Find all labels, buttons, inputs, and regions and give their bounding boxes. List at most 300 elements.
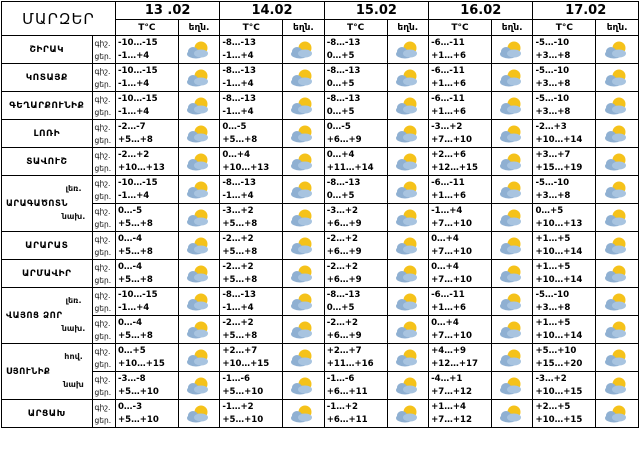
- partly-cloudy-icon: [283, 264, 324, 284]
- day-temperature: +12…+17: [431, 358, 478, 369]
- temperature-header: T°C: [324, 20, 387, 36]
- day-temperature: -1…+4: [117, 190, 150, 201]
- weather-cell: [596, 64, 639, 92]
- partly-cloudy-icon: [492, 208, 533, 228]
- night-temperature: -5…-10: [535, 37, 570, 48]
- temperature-cell: [533, 344, 596, 372]
- night-temperature: -2…+2: [222, 233, 254, 244]
- day-temperature: +6…+11: [326, 414, 368, 425]
- weather-cell: [596, 176, 639, 204]
- temperature-cell: [533, 232, 596, 260]
- weather-cell: [283, 288, 325, 316]
- night-temperature: 0…-5: [222, 121, 247, 132]
- night-temperature: +1…+4: [431, 401, 467, 412]
- temperature-cell: [115, 344, 178, 372]
- night-temperature: -10…-15: [117, 177, 158, 188]
- day-temperature: +10…+13: [222, 162, 270, 173]
- night-temperature: -4…+1: [431, 373, 463, 384]
- temperature-header: T°C: [220, 20, 283, 36]
- partly-cloudy-icon: [492, 124, 533, 144]
- day-label: ցեր.: [94, 191, 112, 201]
- night-temperature: 0…+4: [431, 261, 459, 272]
- time-of-day-labels: [92, 64, 115, 92]
- partly-cloudy-icon: [492, 404, 533, 424]
- temperature-cell: [533, 316, 596, 344]
- partly-cloudy-icon: [492, 348, 533, 368]
- day-temperature: -1…+4: [117, 78, 150, 89]
- partly-cloudy-icon: [388, 404, 429, 424]
- day-label: ցեր.: [94, 135, 112, 145]
- night-temperature: 0…-4: [117, 317, 143, 328]
- night-label: գիշ.: [94, 262, 111, 272]
- night-label: գիշ.: [94, 374, 111, 384]
- partly-cloudy-icon: [492, 96, 533, 116]
- temperature-cell: [220, 120, 283, 148]
- weather-cell: [387, 260, 429, 288]
- table-row: [2, 344, 639, 372]
- night-temperature: 0…+5: [535, 205, 564, 216]
- weather-header: եղն.: [178, 20, 220, 36]
- day-temperature: -1…+4: [222, 50, 254, 61]
- partly-cloudy-icon: [179, 152, 220, 172]
- temperature-cell: [115, 400, 178, 428]
- weather-header: եղն.: [596, 20, 639, 36]
- partly-cloudy-icon: [179, 96, 220, 116]
- day-temperature: +5…+8: [117, 246, 153, 257]
- partly-cloudy-icon: [596, 152, 638, 172]
- day-temperature: +7…+10: [431, 218, 473, 229]
- day-temperature: +1…+6: [431, 50, 467, 61]
- weather-cell: [387, 288, 429, 316]
- weather-cell: [283, 260, 325, 288]
- temperature-cell: [115, 36, 178, 64]
- day-temperature: +6…+9: [326, 330, 362, 341]
- night-temperature: 0…+4: [431, 317, 459, 328]
- partly-cloudy-icon: [388, 348, 429, 368]
- temperature-cell: [220, 92, 283, 120]
- temperature-header: T°C: [115, 20, 178, 36]
- day-temperature: +1…+6: [431, 302, 467, 313]
- time-of-day-labels: [65, 288, 115, 316]
- temperature-cell: [533, 64, 596, 92]
- weather-cell: [387, 344, 429, 372]
- night-temperature: -1…+2: [222, 401, 254, 412]
- partly-cloudy-icon: [179, 376, 220, 396]
- day-temperature: +1…+6: [431, 106, 467, 117]
- day-temperature: +3…+8: [535, 78, 571, 89]
- weather-cell: [491, 344, 533, 372]
- partly-cloudy-icon: [492, 236, 533, 256]
- temperature-cell: [220, 36, 283, 64]
- day-temperature: +15…+20: [535, 358, 583, 369]
- temperature-cell: [220, 148, 283, 176]
- day-temperature: +5…+8: [222, 134, 258, 145]
- partly-cloudy-icon: [596, 124, 638, 144]
- temperature-cell: [324, 176, 387, 204]
- temperature-cell: [115, 260, 178, 288]
- day-temperature: +15…+19: [535, 162, 583, 173]
- weather-cell: [491, 120, 533, 148]
- weather-cell: [491, 400, 533, 428]
- weather-cell: [596, 204, 639, 232]
- partly-cloudy-icon: [596, 404, 638, 424]
- day-temperature: 0…+5: [326, 302, 355, 313]
- partly-cloudy-icon: [388, 152, 429, 172]
- weather-cell: [596, 288, 639, 316]
- temperature-cell: [220, 232, 283, 260]
- time-of-day-labels: [63, 372, 115, 400]
- temperature-header: T°C: [533, 20, 596, 36]
- night-temperature: -10…-15: [117, 289, 158, 300]
- day-temperature: +10…+14: [535, 274, 583, 285]
- weather-cell: [178, 120, 220, 148]
- weather-cell: [596, 120, 639, 148]
- night-label: գիշ.: [94, 402, 111, 412]
- night-temperature: -6…-11: [431, 65, 465, 76]
- weather-cell: [596, 316, 639, 344]
- day-temperature: +7…+10: [431, 134, 473, 145]
- partly-cloudy-icon: [283, 404, 324, 424]
- day-temperature: +10…+15: [535, 386, 583, 397]
- weather-cell: [387, 316, 429, 344]
- temperature-cell: [115, 316, 178, 344]
- temperature-cell: [220, 288, 283, 316]
- weather-cell: [178, 260, 220, 288]
- night-temperature: 0…-5: [326, 121, 351, 132]
- night-temperature: +3…+7: [535, 149, 571, 160]
- day-temperature: +10…+15: [117, 358, 165, 369]
- partly-cloudy-icon: [388, 124, 429, 144]
- temperature-cell: [324, 400, 387, 428]
- night-temperature: 0…+4: [326, 149, 355, 160]
- subregion-label: լեռ.: [65, 296, 82, 305]
- day-temperature: +5…+8: [117, 274, 153, 285]
- day-label: ցեր.: [94, 247, 112, 257]
- temperature-cell: [533, 372, 596, 400]
- table-row: [2, 372, 639, 400]
- weather-cell: [178, 288, 220, 316]
- day-temperature: +5…+8: [117, 330, 153, 341]
- partly-cloudy-icon: [283, 180, 324, 200]
- weather-cell: [283, 64, 325, 92]
- weather-cell: [178, 148, 220, 176]
- day-temperature: +3…+8: [535, 190, 571, 201]
- temperature-cell: [324, 260, 387, 288]
- day-temperature: +1…+6: [431, 190, 467, 201]
- day-temperature: +7…+10: [431, 330, 473, 341]
- night-temperature: +5…+10: [535, 345, 577, 356]
- partly-cloudy-icon: [283, 348, 324, 368]
- region-name: ԱՐՄԱՎԻՐ: [2, 260, 93, 288]
- temperature-cell: [115, 232, 178, 260]
- temperature-cell: [533, 148, 596, 176]
- table-row: [2, 120, 639, 148]
- subregion-label: լեռ.: [65, 184, 82, 193]
- time-of-day-labels: [64, 344, 115, 372]
- night-temperature: +2…+5: [535, 401, 571, 412]
- region-name: ՎԱՅՈՑ ՁՈՐ: [2, 288, 93, 344]
- partly-cloudy-icon: [596, 96, 638, 116]
- partly-cloudy-icon: [596, 264, 638, 284]
- date-header: 17.02: [533, 2, 639, 20]
- day-temperature: +3…+8: [535, 106, 571, 117]
- day-temperature: +6…+9: [326, 134, 362, 145]
- day-label: ցեր.: [94, 79, 112, 89]
- night-temperature: -2…+2: [222, 261, 254, 272]
- partly-cloudy-icon: [492, 292, 533, 312]
- day-label: ցեր.: [94, 107, 112, 117]
- weather-cell: [596, 36, 639, 64]
- weather-cell: [491, 204, 533, 232]
- partly-cloudy-icon: [283, 236, 324, 256]
- weather-cell: [387, 400, 429, 428]
- temperature-cell: [429, 260, 492, 288]
- day-label: ցեր.: [94, 415, 112, 425]
- column-header-regions: ՄԱՐԶԵՐ: [2, 2, 116, 36]
- temperature-cell: [220, 316, 283, 344]
- partly-cloudy-icon: [492, 264, 533, 284]
- day-temperature: +5…+8: [222, 246, 258, 257]
- night-temperature: +2…+6: [431, 149, 467, 160]
- weather-header: եղն.: [491, 20, 533, 36]
- partly-cloudy-icon: [492, 376, 533, 396]
- night-label: գիշ.: [94, 346, 111, 356]
- temperature-cell: [115, 148, 178, 176]
- night-temperature: 0…-3: [117, 401, 143, 412]
- partly-cloudy-icon: [179, 292, 220, 312]
- date-header: 14.02: [220, 2, 324, 20]
- subregion-label: նախ: [63, 380, 84, 389]
- day-temperature: +5…+10: [222, 414, 264, 425]
- day-temperature: +6…+9: [326, 246, 362, 257]
- partly-cloudy-icon: [388, 208, 429, 228]
- partly-cloudy-icon: [283, 320, 324, 340]
- date-header: 16.02: [429, 2, 533, 20]
- region-name: ԳԵՂԱՐՔՈՒՆԻՔ: [2, 92, 93, 120]
- weather-cell: [178, 372, 220, 400]
- weather-cell: [387, 36, 429, 64]
- night-temperature: -6…-11: [431, 37, 465, 48]
- weather-cell: [178, 400, 220, 428]
- day-temperature: -1…+4: [222, 106, 254, 117]
- time-of-day-labels: [65, 176, 115, 204]
- night-temperature: -5…-10: [535, 289, 570, 300]
- weather-cell: [596, 92, 639, 120]
- night-label: գիշ.: [94, 150, 111, 160]
- partly-cloudy-icon: [179, 404, 220, 424]
- temperature-cell: [533, 176, 596, 204]
- partly-cloudy-icon: [388, 96, 429, 116]
- table-row: [2, 64, 639, 92]
- night-temperature: -6…-11: [431, 289, 465, 300]
- day-temperature: +5…+8: [117, 218, 153, 229]
- temperature-cell: [533, 204, 596, 232]
- night-temperature: -1…-6: [326, 373, 355, 384]
- weather-cell: [387, 92, 429, 120]
- partly-cloudy-icon: [179, 236, 220, 256]
- weather-cell: [387, 204, 429, 232]
- time-of-day-labels: [92, 36, 115, 64]
- partly-cloudy-icon: [179, 208, 220, 228]
- night-temperature: -2…+2: [326, 261, 359, 272]
- weather-cell: [491, 36, 533, 64]
- day-temperature: +5…+8: [222, 274, 258, 285]
- weather-cell: [178, 232, 220, 260]
- night-temperature: -1…+4: [431, 205, 463, 216]
- night-temperature: -5…-10: [535, 177, 570, 188]
- night-temperature: -8…-13: [222, 65, 256, 76]
- day-temperature: -1…+4: [222, 190, 254, 201]
- partly-cloudy-icon: [283, 124, 324, 144]
- night-temperature: -6…-11: [431, 93, 465, 104]
- forecast-table: [1, 1, 639, 428]
- partly-cloudy-icon: [388, 264, 429, 284]
- partly-cloudy-icon: [283, 208, 324, 228]
- day-temperature: -1…+4: [117, 302, 150, 313]
- night-temperature: +4…+9: [431, 345, 467, 356]
- weather-cell: [491, 372, 533, 400]
- partly-cloudy-icon: [179, 68, 220, 88]
- partly-cloudy-icon: [179, 40, 220, 60]
- night-temperature: -5…-10: [535, 93, 570, 104]
- table-row: [2, 36, 639, 64]
- temperature-cell: [429, 372, 492, 400]
- night-temperature: -3…+2: [222, 205, 254, 216]
- day-temperature: +6…+9: [326, 218, 362, 229]
- temperature-cell: [115, 64, 178, 92]
- weather-cell: [283, 120, 325, 148]
- temperature-cell: [533, 36, 596, 64]
- night-temperature: +1…+5: [535, 317, 571, 328]
- day-temperature: -1…+4: [117, 50, 150, 61]
- partly-cloudy-icon: [492, 180, 533, 200]
- partly-cloudy-icon: [596, 208, 638, 228]
- weather-cell: [283, 36, 325, 64]
- day-temperature: +3…+8: [535, 50, 571, 61]
- weather-cell: [178, 64, 220, 92]
- temperature-cell: [324, 64, 387, 92]
- subregion-label: նախ.: [61, 324, 86, 333]
- time-of-day-labels: [92, 92, 115, 120]
- day-temperature: -1…+4: [117, 106, 150, 117]
- temperature-cell: [115, 92, 178, 120]
- region-name: ԱՐԱԳԱԾՈՏՆ: [2, 176, 93, 232]
- weather-cell: [283, 176, 325, 204]
- temperature-cell: [429, 288, 492, 316]
- partly-cloudy-icon: [596, 40, 638, 60]
- night-temperature: +1…+5: [535, 261, 571, 272]
- partly-cloudy-icon: [596, 292, 638, 312]
- table-row: [2, 176, 639, 204]
- temperature-header: T°C: [429, 20, 492, 36]
- night-label: գիշ.: [94, 318, 111, 328]
- region-name: ԱՐԱՐԱՏ: [2, 232, 93, 260]
- partly-cloudy-icon: [283, 152, 324, 172]
- weather-cell: [178, 36, 220, 64]
- partly-cloudy-icon: [283, 376, 324, 396]
- weather-cell: [491, 288, 533, 316]
- day-temperature: +10…+13: [117, 162, 165, 173]
- night-temperature: -2…+3: [535, 121, 567, 132]
- weather-cell: [491, 260, 533, 288]
- weather-cell: [178, 92, 220, 120]
- temperature-cell: [220, 400, 283, 428]
- temperature-cell: [533, 400, 596, 428]
- weather-cell: [596, 344, 639, 372]
- table-row: [2, 204, 639, 232]
- night-temperature: -6…-11: [431, 177, 465, 188]
- temperature-cell: [429, 316, 492, 344]
- night-temperature: -3…+2: [326, 205, 359, 216]
- day-temperature: -1…+4: [222, 302, 254, 313]
- day-temperature: +6…+11: [326, 386, 368, 397]
- night-temperature: -8…-13: [326, 177, 361, 188]
- time-of-day-labels: [61, 316, 115, 344]
- night-temperature: -1…-6: [222, 373, 251, 384]
- weather-cell: [178, 344, 220, 372]
- date-header: 15.02: [324, 2, 428, 20]
- night-temperature: -3…-8: [117, 373, 146, 384]
- partly-cloudy-icon: [388, 236, 429, 256]
- temperature-cell: [220, 176, 283, 204]
- night-temperature: -8…-13: [222, 289, 256, 300]
- day-temperature: +3…+8: [535, 302, 571, 313]
- partly-cloudy-icon: [388, 320, 429, 340]
- day-label: ցեր.: [94, 51, 112, 61]
- partly-cloudy-icon: [596, 236, 638, 256]
- weather-cell: [178, 176, 220, 204]
- table-row: [2, 92, 639, 120]
- night-label: գիշ.: [94, 66, 111, 76]
- day-temperature: 0…+5: [326, 190, 355, 201]
- day-temperature: +10…+14: [535, 134, 583, 145]
- night-temperature: 0…+5: [117, 345, 146, 356]
- partly-cloudy-icon: [492, 68, 533, 88]
- night-temperature: -3…+2: [431, 121, 463, 132]
- partly-cloudy-icon: [492, 40, 533, 60]
- weather-cell: [491, 316, 533, 344]
- time-of-day-labels: [92, 120, 115, 148]
- temperature-cell: [324, 120, 387, 148]
- night-label: գիշ.: [94, 178, 111, 188]
- partly-cloudy-icon: [179, 124, 220, 144]
- night-temperature: -2…-7: [117, 121, 146, 132]
- temperature-cell: [429, 120, 492, 148]
- temperature-cell: [324, 204, 387, 232]
- temperature-cell: [115, 176, 178, 204]
- day-temperature: +7…+12: [431, 386, 473, 397]
- temperature-cell: [220, 260, 283, 288]
- day-temperature: +12…+15: [431, 162, 478, 173]
- temperature-cell: [533, 260, 596, 288]
- weather-cell: [596, 148, 639, 176]
- day-label: ցեր.: [94, 163, 112, 173]
- partly-cloudy-icon: [596, 68, 638, 88]
- weather-cell: [387, 372, 429, 400]
- weather-cell: [387, 148, 429, 176]
- day-temperature: +5…+10: [117, 414, 159, 425]
- night-temperature: -8…-13: [222, 37, 256, 48]
- temperature-cell: [429, 400, 492, 428]
- temperature-cell: [533, 92, 596, 120]
- day-temperature: -1…+4: [222, 78, 254, 89]
- time-of-day-labels: [92, 400, 115, 428]
- weather-cell: [283, 400, 325, 428]
- region-name: ՍՅՈՒՆԻՔ: [2, 344, 93, 400]
- partly-cloudy-icon: [492, 320, 533, 340]
- weather-cell: [387, 232, 429, 260]
- night-temperature: 0…-4: [117, 261, 143, 272]
